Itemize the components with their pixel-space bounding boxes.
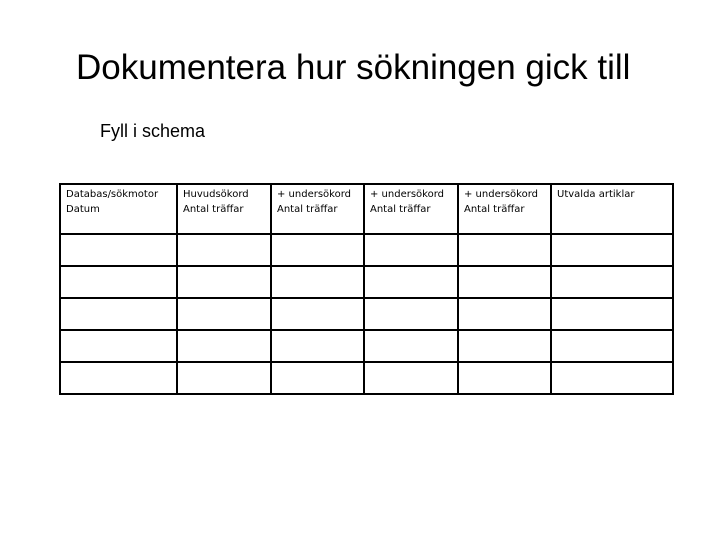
table-cell[interactable] <box>271 362 364 394</box>
table-cell[interactable] <box>60 266 177 298</box>
header-cell-text: + undersökord <box>464 189 539 200</box>
slide-subtitle: Fyll i schema <box>100 121 206 141</box>
table-header-cell <box>458 184 551 234</box>
table-cell[interactable] <box>60 234 177 266</box>
table-header-cell <box>177 184 271 234</box>
table-cell[interactable] <box>271 234 364 266</box>
table-row <box>60 234 673 266</box>
table-cell[interactable] <box>177 362 271 394</box>
table-cell[interactable] <box>364 234 458 266</box>
table-cell[interactable] <box>177 234 271 266</box>
table-row <box>60 362 673 394</box>
table-cell[interactable] <box>551 362 673 394</box>
header-cell-text: + undersökord <box>277 189 352 200</box>
table-header-cell <box>271 184 364 234</box>
table-cell[interactable] <box>60 362 177 394</box>
table-header-cell <box>551 184 673 234</box>
header-cell-text: Antal träffar <box>464 204 525 215</box>
header-cell-text: Huvudsökord <box>183 189 249 200</box>
header-cell-text: Utvalda artiklar <box>557 189 635 200</box>
table-cell[interactable] <box>458 330 551 362</box>
table-row <box>60 298 673 330</box>
table-cell[interactable] <box>177 298 271 330</box>
table-cell[interactable] <box>458 362 551 394</box>
table-cell[interactable] <box>458 234 551 266</box>
header-cell-text: Databas/sökmotor <box>66 189 159 200</box>
table-cell[interactable] <box>458 266 551 298</box>
table-cell[interactable] <box>364 330 458 362</box>
slide-title: Dokumentera hur sökningen gick till <box>76 48 631 87</box>
table-cell[interactable] <box>551 266 673 298</box>
table-cell[interactable] <box>60 298 177 330</box>
table-cell[interactable] <box>458 298 551 330</box>
table-cell[interactable] <box>551 330 673 362</box>
table-cell[interactable] <box>177 266 271 298</box>
table-cell[interactable] <box>551 234 673 266</box>
table-header-cell <box>60 184 177 234</box>
table-cell[interactable] <box>364 362 458 394</box>
table-cell[interactable] <box>60 330 177 362</box>
table-cell[interactable] <box>364 298 458 330</box>
table-row <box>60 330 673 362</box>
table-header-row <box>60 184 673 234</box>
table-header-cell <box>364 184 458 234</box>
header-cell-text: Antal träffar <box>183 204 244 215</box>
header-cell-text: Antal träffar <box>370 204 431 215</box>
table-cell[interactable] <box>271 266 364 298</box>
table-row <box>60 266 673 298</box>
table-cell[interactable] <box>177 330 271 362</box>
table-cell[interactable] <box>364 266 458 298</box>
table-cell[interactable] <box>551 298 673 330</box>
header-cell-text: + undersökord <box>370 189 445 200</box>
header-cell-text: Datum <box>66 204 100 215</box>
table-cell[interactable] <box>271 330 364 362</box>
header-cell-text: Antal träffar <box>277 204 338 215</box>
table-cell[interactable] <box>271 298 364 330</box>
search-log-table <box>59 183 674 395</box>
